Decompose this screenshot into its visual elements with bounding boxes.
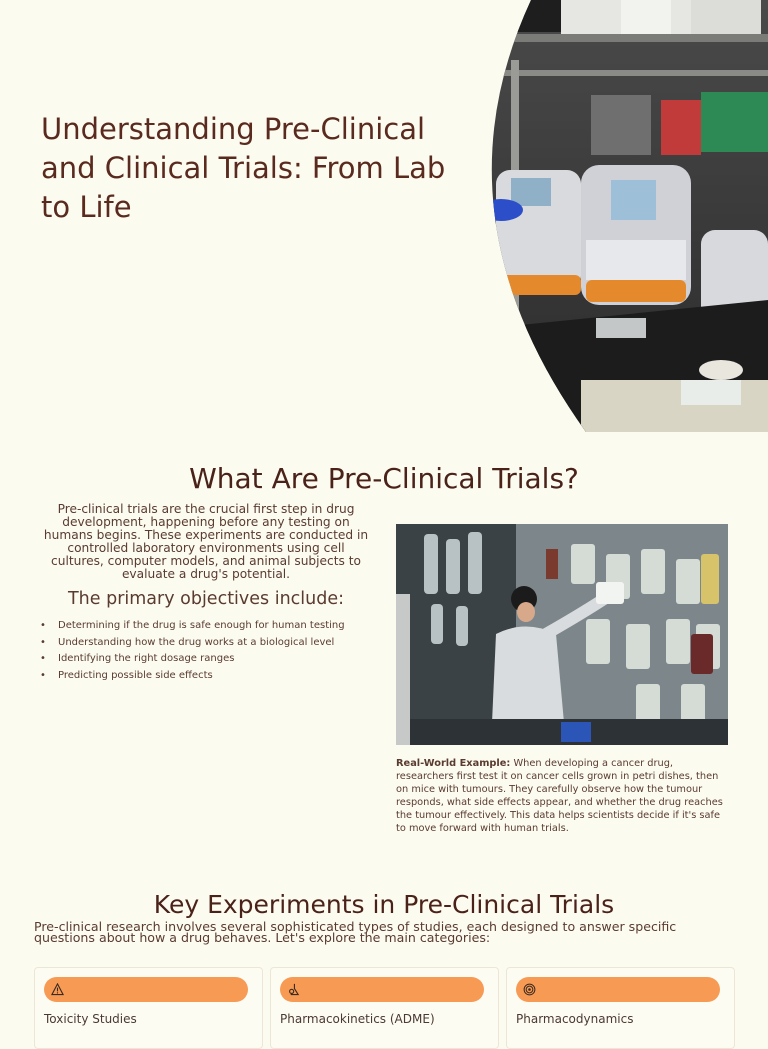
example-text: When developing a cancer drug, researchers first test it on cancer cells grown in petri dishes, then on mice with tumours. They carefully observe how the tumour responds, what side effects appear, and whether the drug reaches the tumour effectively. This data helps scientists decide if it's safe to move forward with human trials. (396, 758, 723, 834)
list-item: • Identifying the right dosage ranges (40, 651, 372, 668)
objectives-list (40, 618, 372, 684)
objectives-title: The primary objectives include: (67, 589, 345, 609)
lab-equipment-photo (471, 0, 768, 432)
page-title: Understanding Pre-Clinical and Clinical Trials: From Lab to Life (41, 112, 446, 224)
card-pharmacodynamics[interactable] (506, 967, 735, 1049)
list-item: • Understanding how the drug works at a biological level (40, 635, 372, 652)
warning-icon (51, 983, 64, 996)
preclinical-heading: What Are Pre-Clinical Trials? (189, 462, 579, 495)
real-world-example (396, 757, 728, 835)
researcher-iv-bags-photo (396, 524, 728, 745)
card-label: Pharmacodynamics (516, 1012, 634, 1026)
list-item: • Determining if the drug is safe enough for human testing (40, 618, 372, 635)
card-label: Pharmacokinetics (ADME) (280, 1012, 435, 1026)
card-toxicity-studies[interactable] (34, 967, 263, 1049)
card-icon-pill (280, 977, 484, 1002)
card-label: Toxicity Studies (44, 1012, 137, 1026)
example-label: Real-World Example: (396, 758, 511, 769)
card-icon-pill (44, 977, 248, 1002)
hero-section (0, 0, 768, 432)
target-icon (523, 983, 536, 996)
key-experiments-intro: Pre-clinical research involves several sophisticated types of studies, each designed to answer specific questions about how a drug behaves. Let's explore the main categories: (34, 919, 677, 945)
preclinical-intro: Pre-clinical trials are the crucial first step in drug development, happening before any testing on humans begins. These experiments are conducted in controlled laboratory environments using cell cultures, computer models, and animal subjects to evaluate a drug's potential. (43, 502, 369, 581)
card-pharmacokinetics[interactable] (270, 967, 499, 1049)
flask-icon (287, 983, 300, 996)
key-experiments-heading: Key Experiments in Pre-Clinical Trials (153, 890, 615, 919)
list-item: • Predicting possible side effects (40, 668, 372, 685)
card-icon-pill (516, 977, 720, 1002)
